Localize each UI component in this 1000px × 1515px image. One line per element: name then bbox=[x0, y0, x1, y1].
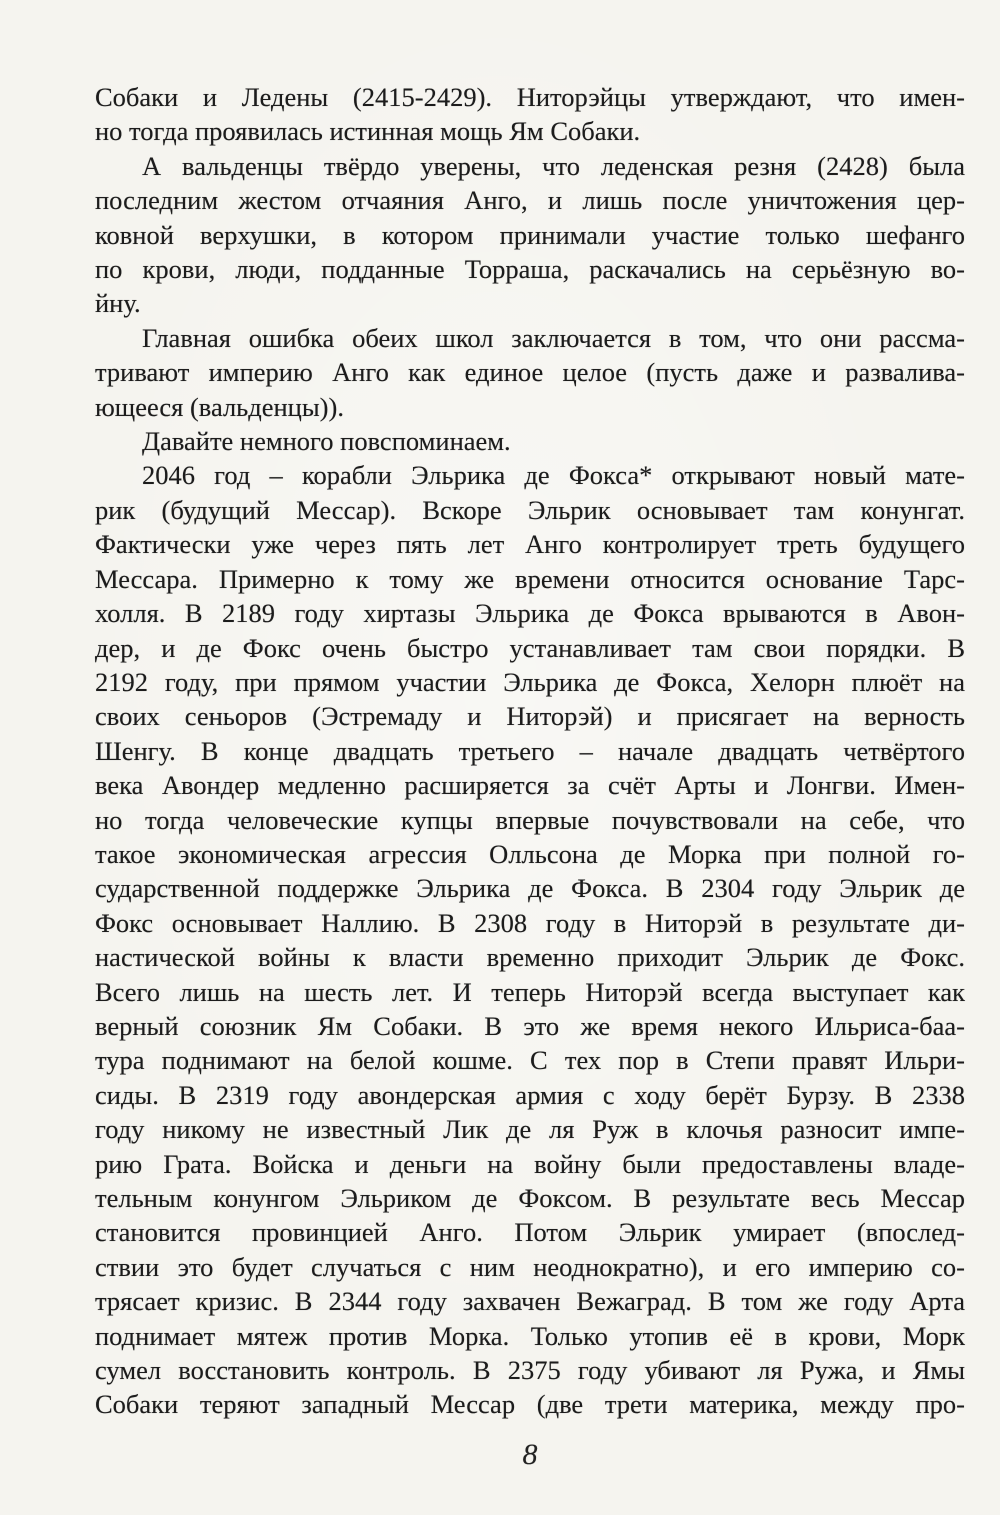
text-line: году никому не известный Лик де ля Руж в клочья разносит импе- bbox=[95, 1114, 965, 1145]
text-line: тура поднимают на белой кошме. С тех пор в Степи правят Ильри- bbox=[95, 1045, 965, 1076]
text-line: ковной верхушки, в котором принимали участие только шефанго bbox=[95, 219, 965, 250]
text-line: тельным конунгом Эльриком де Фоксом. В результате весь Мессар bbox=[95, 1183, 965, 1213]
text-line: трясает кризис. В 2344 году захвачен Вежаград. В том же году Арта bbox=[95, 1286, 965, 1317]
text-line: Фокс основывает Наллию. В 2308 году в Ниторэй в результате ди- bbox=[95, 907, 965, 938]
text-line: своих сеньоров (Эстремаду и Ниторэй) и присягает на верность bbox=[95, 701, 965, 732]
text-line: по крови, люди, подданные Торраша, раскачались на серьёзную во- bbox=[95, 254, 965, 285]
paragraph bbox=[95, 321, 965, 424]
paragraph bbox=[95, 424, 965, 458]
text-line: холля. В 2189 году хиртазы Эльрика де Фокса врываются в Авон- bbox=[95, 598, 965, 629]
text-line: А вальденцы твёрдо уверены, что леденская резня (2428) была bbox=[142, 150, 965, 181]
text-line: ствии это будет случаться с ним неоднократно), и его империю со- bbox=[95, 1251, 965, 1282]
page-number: 8 bbox=[522, 1438, 538, 1471]
text-line: йну. bbox=[95, 288, 141, 319]
text-line: верный союзник Ям Собаки. В это же время некого Ильриса-баа- bbox=[95, 1010, 965, 1041]
text-line: Всего лишь на шесть лет. И теперь Ниторэй всегда выступает как bbox=[95, 976, 965, 1007]
text-line: сиды. В 2319 году авондерская армия с ходу берёт Бурзу. В 2338 bbox=[95, 1079, 965, 1110]
text-line: поднимает мятеж против Морка. Только утопив её в крови, Морк bbox=[95, 1320, 965, 1351]
text-line: рию Грата. Войска и деньги на войну были предоставлены владе- bbox=[95, 1148, 965, 1179]
text-line: последним жестом отчаяния Анго, и лишь после уничтожения цер- bbox=[95, 185, 965, 216]
body-text bbox=[95, 80, 965, 1422]
text-line: но тогда человеческие купцы впервые почувствовали на себе, что bbox=[95, 804, 965, 835]
text-line: сумел восстановить контроль. В 2375 году убивают ля Ружа, и Ямы bbox=[95, 1355, 965, 1386]
paragraph bbox=[95, 149, 965, 321]
text-line: Фактически уже через пять лет Анго контролирует треть будущего bbox=[95, 529, 965, 560]
text-line: такое экономическая агрессия Олльсона де Морка при полной го- bbox=[95, 838, 965, 869]
paragraph bbox=[95, 458, 965, 1421]
text-line: 2046 год – корабли Эльрика де Фокса* открывают новый мате- bbox=[142, 460, 965, 491]
text-line: тривают империю Анго как единое целое (пусть даже и развалива- bbox=[95, 357, 965, 388]
text-line: сударственной поддержке Эльрика де Фокса. В 2304 году Эльрик де bbox=[95, 873, 965, 904]
text-line: дер, и де Фокс очень быстро устанавливает там свои порядки. В bbox=[95, 632, 965, 663]
text-line: Главная ошибка обеих школ заключается в том, что они рассма- bbox=[142, 322, 965, 353]
text-line: Давайте немного повспоминаем. bbox=[142, 426, 511, 457]
text-line: рик (будущий Мессар). Вскоре Эльрик основывает там конунгат. bbox=[95, 494, 965, 525]
text-line: становится провинцией Анго. Потом Эльрик умирает (впослед- bbox=[95, 1217, 965, 1248]
text-line: настической войны к власти временно приходит Эльрик де Фокс. bbox=[95, 942, 965, 973]
text-line: Шенгу. В конце двадцать третьего – начале двадцать четвёртого bbox=[95, 735, 965, 766]
paragraph bbox=[95, 80, 965, 149]
text-line: века Авондер медленно расширяется за счёт Арты и Лонгви. Имен- bbox=[95, 770, 965, 801]
text-line: но тогда проявилась истинная мощь Ям Собаки. bbox=[95, 116, 641, 147]
text-line: Собаки и Ледены (2415-2429). Ниторэйцы утверждают, что имен- bbox=[95, 82, 965, 112]
text-line: 2192 году, при прямом участии Эльрика де Фокса, Хелорн плюёт на bbox=[95, 666, 965, 697]
text-line: Собаки теряют западный Мессар (две трети материка, между про- bbox=[95, 1389, 965, 1420]
text-line: Мессара. Примерно к тому же времени относится основание Тарс- bbox=[95, 563, 965, 594]
text-line: ющееся (вальденцы)). bbox=[95, 391, 344, 422]
